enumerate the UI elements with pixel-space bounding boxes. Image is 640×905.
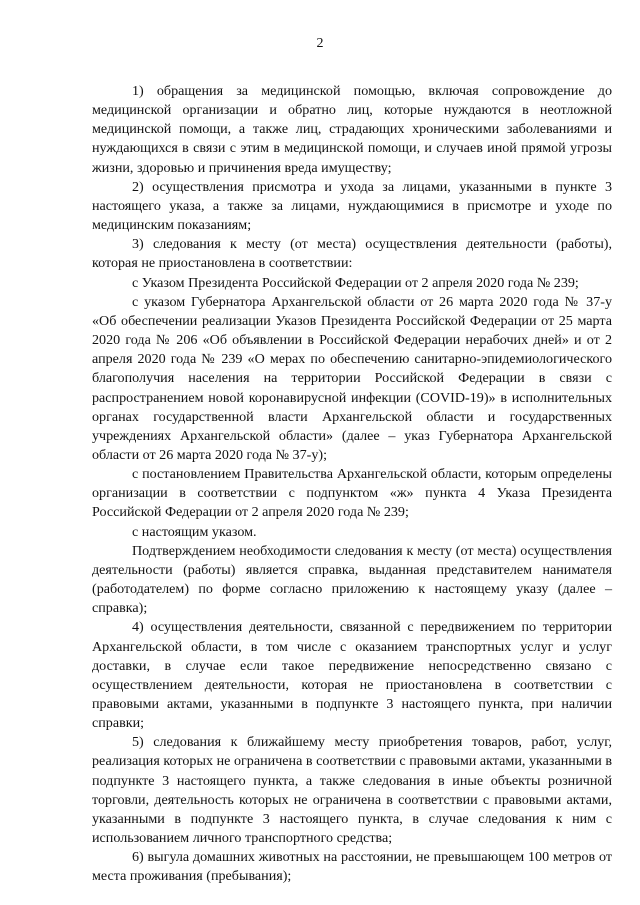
paragraph-certificate: Подтверждением необходимости следования к месту (от места) осуществления деятельности (работы) является справка, выданная представителем нанимателя (работодателем) по форме согласно приложению к настоящему указу (далее – справка);: [92, 542, 612, 617]
document-body: [92, 82, 612, 887]
paragraph-subitem-3: 3) следования к месту (от места) осуществления деятельности (работы), которая не приостановлена в соответствии:: [92, 236, 612, 272]
paragraph-government-resolution: с постановлением Правительства Архангельской области, которым определены организации в соответствии с подпунктом «ж» пункта 4 Указа Президента Российской Федерации от 2 апреля 2020 года № 239;: [92, 466, 612, 521]
paragraph-subitem-5: 5) следования к ближайшему месту приобретения товаров, работ, услуг, реализация которых не ограничена в соответствии с правовыми актами, указанными в подпункте 3 настоящего пункта, а также следования в иные объекты розничной торговли, деятельность которых не ограничена в соответствии с правовыми актами, указанными в подпункте 3 настоящего пункта, в случае следования к ним с использованием личного транспортного средства;: [92, 734, 612, 847]
paragraph-this-decree: с настоящим указом.: [132, 523, 257, 540]
paragraph-presidential-decree: с Указом Президента Российской Федерации от 2 апреля 2020 года № 239;: [132, 274, 579, 291]
paragraph-subitem-6: 6) выгула домашних животных на расстоянии, не превышающем 100 метров от места проживания (пребывания);: [92, 849, 612, 885]
paragraph-governor-decree: с указом Губернатора Архангельской области от 26 марта 2020 года № 37-у «Об обеспечении реализации Указов Президента Российской Федерации от 25 марта 2020 года № 206 «Об объявлении в Российской Федерации нерабочих дней» и от 2 апреля 2020 года № 239 «О мерах по обеспечению санитарно-эпидемиологического благополучия населения на территории Российской Федерации в связи с распространением новой коронавирусной инфекции (COVID-19)» в исполнительных органах государственной власти Архангельской области и государственных учреждениях Архангельской области» (далее – указ Губернатора Архангельской области от 26 марта 2020 года № 37-у);: [92, 293, 612, 463]
paragraph-subitem-1: 1) обращения за медицинской помощью, включая сопровождение до медицинской организации и обратно лиц, которые нуждаются в неотложной медицинской помощи, а также лиц, страдающих хроническими заболеваниями и нуждающихся в связи с этим в медицинской помощи, и случаев иной прямой угрозы жизни, здоровью и причинения вреда имуществу;: [92, 83, 612, 176]
page-number: 2: [316, 36, 324, 51]
paragraph-subitem-2: 2) осуществления присмотра и ухода за лицами, указанными в пункте 3 настоящего указа, а также за лицами, нуждающимися в присмотре и уходе по медицинским показаниям;: [92, 178, 612, 234]
paragraph-subitem-4: 4) осуществления деятельности, связанной с передвижением по территории Архангельской области, в том числе с оказанием транспортных услуг и услуг доставки, в случае если такое передвижение непосредственно связано с осуществлением деятельности, которая не приостановлена в соответствии с правовыми актами, указанными в подпункте 3 настоящего пункта, при наличии справки;: [92, 619, 612, 732]
